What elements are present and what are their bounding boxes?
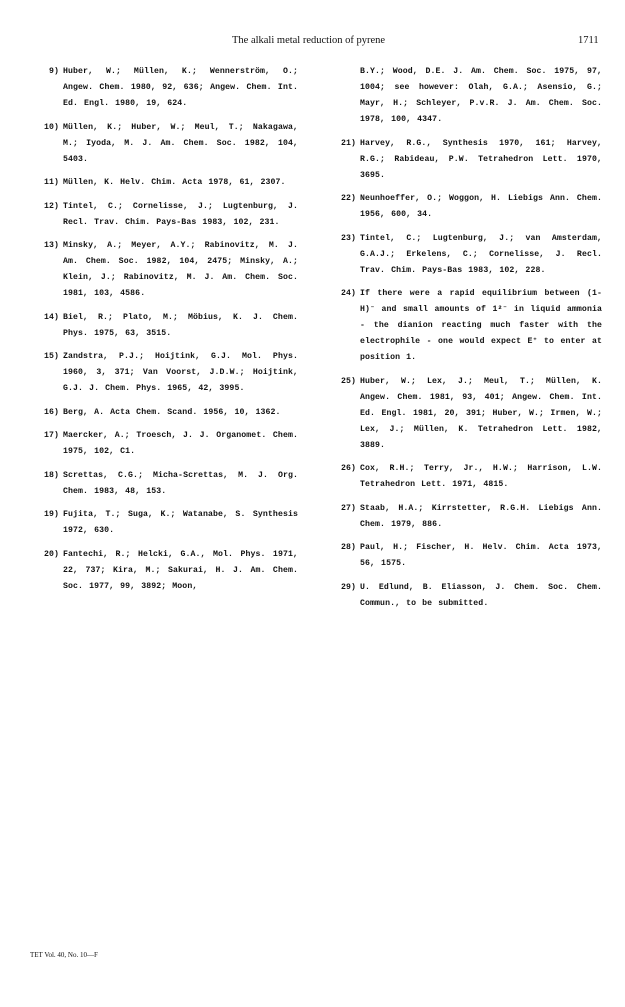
reference-item [43, 507, 298, 539]
reference-item [340, 191, 602, 223]
journal-footer: TET Vol. 40, No. 10—F [30, 951, 98, 959]
reference-item [340, 286, 602, 366]
reference-item [43, 405, 298, 421]
reference-text: Tintel, C.; Cornelisse, J.; Lugtenburg, J. Recl. Trav. Chim. Pays-Bas 1983, 102, 231. [63, 201, 298, 227]
reference-number: 26) [340, 464, 356, 473]
reference-text: Staab, H.A.; Kirrstetter, R.G.H. Liebigs Ann. Chem. 1979, 886. [360, 503, 602, 529]
reference-item [43, 310, 298, 342]
running-title: The alkali metal reduction of pyrene [232, 35, 386, 46]
reference-number: 23) [340, 233, 356, 243]
reference-text: Berg, A. Acta Chem. Scand. 1956, 10, 1362. [63, 407, 281, 417]
reference-item [340, 580, 602, 612]
reference-number: 21) [340, 138, 356, 148]
reference-item [340, 540, 602, 572]
reference-text: Huber, W.; Lex, J.; Meul, T.; Müllen, K. Angew. Chem. 1981, 93, 401; Angew. Chem. Int. Ed. Engl. 1981, 20, 391; Huber, W.; Irmen, W.; Lex, J.; Müllen, K. Tetrahedron Lett. 1982, 3889. [360, 376, 602, 450]
reference-text: Fujita, T.; Suga, K.; Watanabe, S. Synthesis 1972, 630. [63, 510, 298, 535]
reference-number: 29) [340, 582, 356, 592]
reference-number: 12) [43, 201, 59, 211]
reference-text: Zandstra, P.J.; Hoijtink, G.J. Mol. Phys. 1960, 3, 371; Van Voorst, J.D.W.; Hoijtink, G.J. J. Chem. Phys. 1965, 42, 3995. [63, 352, 298, 393]
reference-item [43, 120, 298, 168]
reference-item [43, 64, 298, 112]
references-right-column [340, 64, 602, 619]
reference-text: Paul, H.; Fischer, H. Helv. Chim. Acta 1973, 56, 1575. [360, 543, 602, 568]
reference-number: 27) [340, 503, 356, 513]
reference-text: Screttas, C.G.; Micha-Screttas, M. J. Org. Chem. 1983, 48, 153. [63, 470, 298, 496]
reference-text: Müllen, K. Helv. Chim. Acta 1978, 61, 2307. [63, 178, 286, 187]
reference-text: If there were a rapid equilibrium between (1-H)⁻ and small amounts of 1²⁻ in liquid ammonia - the dianion reacting much faster with the electrophile - one would expect E⁺ to enter at position 1. [360, 289, 602, 362]
reference-number: 14) [43, 312, 59, 322]
reference-number: 17) [43, 431, 59, 440]
page-number: 1711 [578, 35, 599, 46]
reference-number: 25) [340, 376, 356, 386]
references-left-column [43, 64, 298, 602]
running-header [0, 35, 625, 51]
reference-number: 28) [340, 543, 356, 552]
reference-item [340, 64, 602, 128]
reference-item [340, 501, 602, 533]
reference-item [340, 374, 602, 454]
reference-item [340, 231, 602, 279]
reference-number: 19) [43, 510, 59, 519]
reference-item [43, 199, 298, 231]
reference-number: 15) [43, 352, 59, 361]
reference-item [43, 349, 298, 397]
reference-text: Harvey, R.G., Synthesis 1970, 161; Harvey, R.G.; Rabideau, P.W. Tetrahedron Lett. 1970, 3695. [360, 138, 602, 180]
reference-text: Biel, R.; Plato, M.; Möbius, K. J. Chem. Phys. 1975, 63, 3515. [63, 312, 298, 338]
reference-item [43, 468, 298, 500]
reference-item [43, 428, 298, 460]
reference-text: Tintel, C.; Lugtenburg, J.; van Amsterdam, G.A.J.; Erkelens, C.; Cornelisse, J. Recl. Trav. Chim. Pays-Bas 1983, 102, 228. [360, 233, 602, 275]
reference-text: Neunhoeffer, O.; Woggon, H. Liebigs Ann. Chem. 1956, 600, 34. [360, 194, 602, 219]
reference-text: Müllen, K.; Huber, W.; Meul, T.; Nakagawa, M.; Iyoda, M. J. Am. Chem. Soc. 1982, 104, 5403. [63, 122, 298, 164]
reference-text: Minsky, A.; Meyer, A.Y.; Rabinovitz, M. J. Am. Chem. Soc. 1982, 104, 2475; Minsky, A.; Klein, J.; Rabinovitz, M. J. Am. Chem. Soc. 1981, 103, 4586. [63, 241, 298, 298]
reference-item [340, 136, 602, 184]
reference-item [340, 461, 602, 493]
reference-number: 22) [340, 194, 356, 203]
reference-item [43, 238, 298, 302]
reference-number: 20) [43, 549, 59, 559]
reference-number: 9) [48, 67, 59, 76]
reference-text: Fantechi, R.; Helcki, G.A., Mol. Phys. 1971, 22, 737; Kira, M.; Sakurai, H. J. Am. Chem. Soc. 1977, 99, 3892; Moon, [63, 549, 298, 591]
reference-number: 13) [43, 241, 59, 250]
reference-text: Huber, W.; Müllen, K.; Wennerström, O.; Angew. Chem. 1980, 92, 636; Angew. Chem. Int. Ed. Engl. 1980, 19, 624. [63, 67, 298, 108]
reference-text: B.Y.; Wood, D.E. J. Am. Chem. Soc. 1975, 97, 1004; see however: Olah, G.A.; Asensio, G.; Mayr, H.; Schleyer, P.v.R. J. Am. Chem. Soc. 1978, 100, 4347. [360, 67, 602, 124]
reference-item [43, 547, 298, 595]
reference-number: 16) [43, 407, 59, 417]
reference-number: 11) [43, 178, 59, 187]
reference-text: Cox, R.H.; Terry, Jr., H.W.; Harrison, L.W. Tetrahedron Lett. 1971, 4815. [360, 464, 602, 489]
reference-item [43, 175, 298, 191]
reference-text: Maercker, A.; Troesch, J. J. Organomet. Chem. 1975, 102, C1. [63, 431, 298, 456]
reference-text: U. Edlund, B. Eliasson, J. Chem. Soc. Chem. Commun., to be submitted. [360, 582, 602, 608]
reference-number: 18) [43, 470, 59, 480]
reference-number: 10) [43, 122, 59, 132]
reference-number: 24) [340, 289, 356, 298]
